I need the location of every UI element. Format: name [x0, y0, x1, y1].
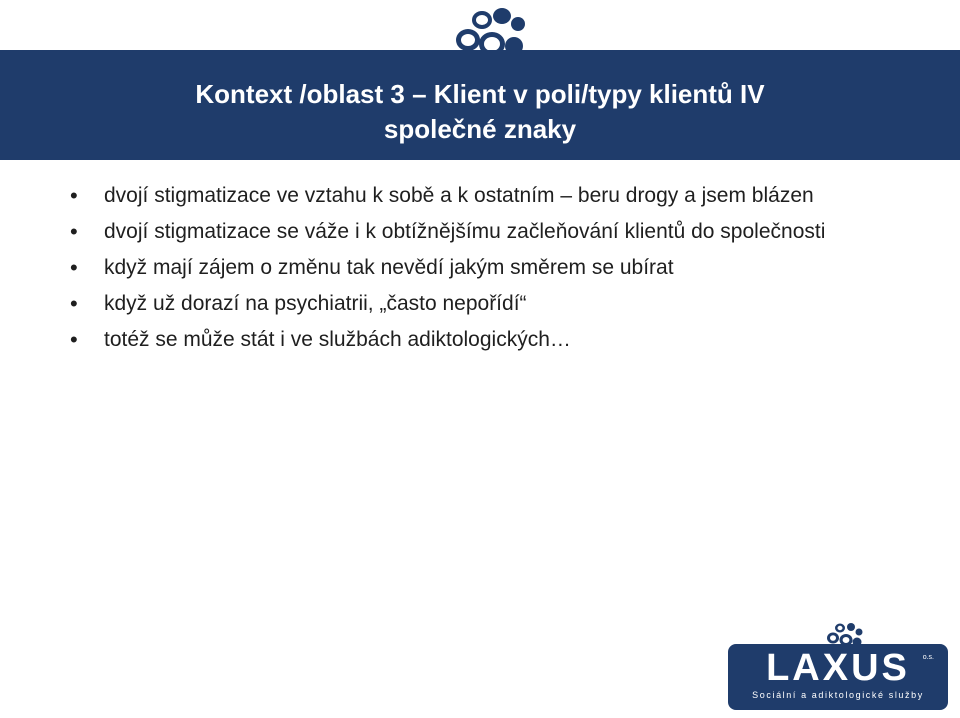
bullet-item: • dvojí stigmatizace ve vztahu k sobě a k ostatním – beru drogy a jsem blázen — [70, 180, 900, 211]
logo-tagline: Sociální a adiktologické služby — [752, 690, 924, 700]
slide-title — [0, 77, 960, 147]
bullet-item: • když mají zájem o změnu tak nevědí jakým směrem se ubírat — [70, 252, 900, 283]
slide-title-line-2: společné znaky — [383, 114, 577, 144]
logo-suffix: o.s. — [922, 654, 934, 661]
bullet-item: • totéž se může stát i ve službách adiktologických… — [70, 324, 900, 355]
bullet-list — [70, 180, 900, 360]
logo-name: LAXUS — [766, 647, 910, 689]
bullet-item: • dvojí stigmatizace se váže i k obtížnějšímu začleňování klientů do společnosti — [70, 216, 900, 247]
bullet-item: • když už dorazí na psychiatrii, „často nepořídí“ — [70, 288, 900, 319]
slide-title-line-1: Kontext /oblast 3 – Klient v poli/typy klientů IV — [195, 79, 765, 109]
laxus-logo — [728, 620, 948, 712]
